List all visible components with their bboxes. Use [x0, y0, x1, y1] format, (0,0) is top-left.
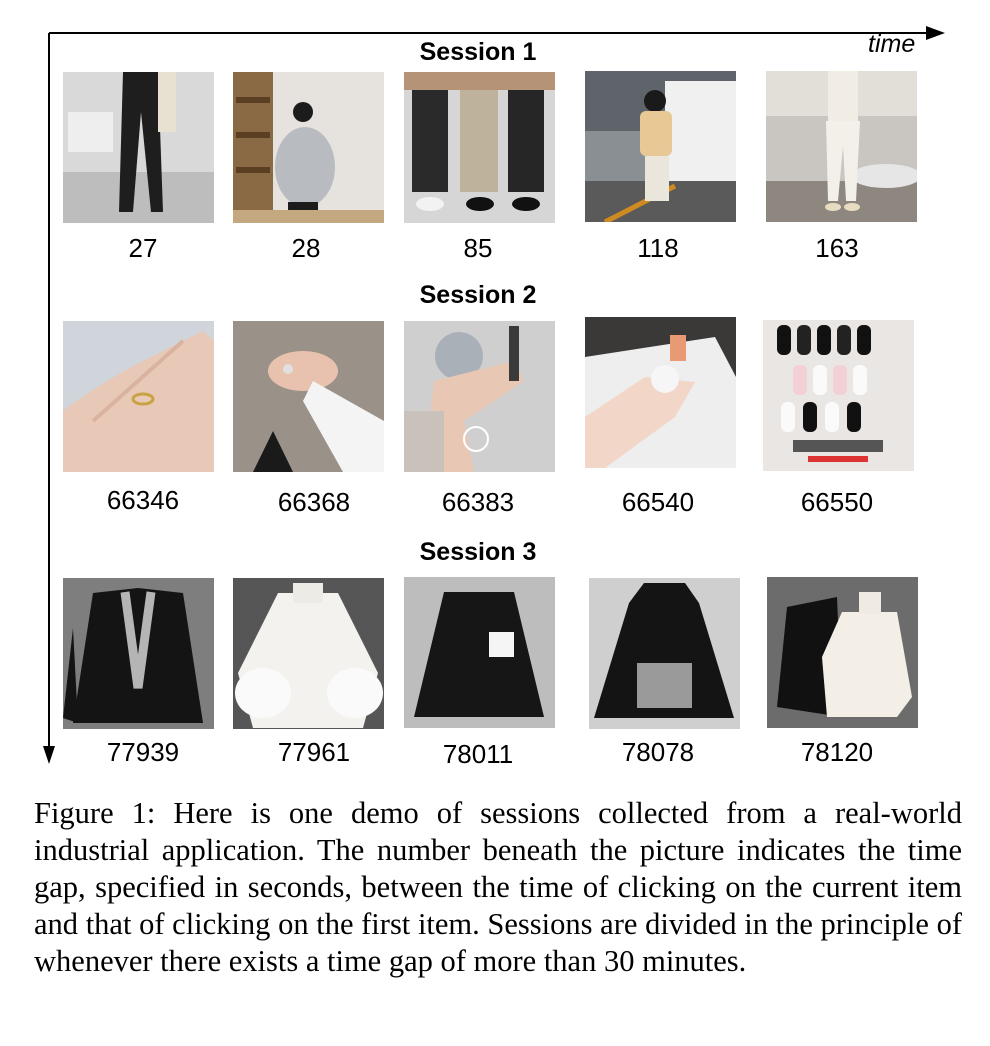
ring-hand-photo[interactable]	[63, 321, 214, 472]
ring-hand-image	[63, 321, 214, 472]
hand-ring-sleeve-photo[interactable]	[233, 321, 384, 472]
white-pants-image	[766, 71, 917, 222]
time-axis-arrowhead	[926, 26, 945, 40]
silver-puffer-jacket-image	[233, 72, 384, 223]
session-1-title: Session 1	[419, 38, 537, 66]
item-gap: 77961	[277, 737, 351, 767]
white-pants-photo[interactable]	[766, 71, 917, 222]
black-hoodie-photo[interactable]	[589, 578, 740, 729]
time-axis-down-arrowhead	[43, 746, 55, 764]
time-axis-label: time	[868, 30, 916, 58]
fur-ring-image	[404, 321, 555, 472]
three-pants-photo[interactable]	[404, 72, 555, 223]
beige-jacket-street-photo[interactable]	[585, 71, 736, 222]
white-fur-sweater-photo[interactable]	[233, 578, 384, 729]
item-gap: 78120	[800, 737, 874, 767]
item-gap: 66550	[800, 487, 874, 517]
hand-ring-sleeve-image	[233, 321, 384, 472]
figure-caption: Figure 1: Here is one demo of sessions collected from a real-world industrial application. The number beneath the picture indicates the time gap, specified in seconds, between the time of clicking on the current item and that of clicking on the first item. Sessions are divided in the principle of whenever there exists a time gap of more than 30 minutes.	[34, 796, 962, 978]
nail-stickers-photo[interactable]	[763, 320, 914, 471]
three-pants-image	[404, 72, 555, 223]
item-gap: 66383	[441, 487, 515, 517]
black-sweater-photo[interactable]	[404, 577, 555, 728]
item-gap: 28	[291, 233, 321, 263]
beige-jacket-street-image	[585, 71, 736, 222]
white-fur-sweater-image	[233, 578, 384, 729]
item-gap: 78078	[621, 737, 695, 767]
wide-leg-trousers-photo[interactable]	[63, 72, 214, 223]
white-jacket-image	[767, 577, 918, 728]
item-gap: 66540	[621, 487, 695, 517]
session-3-title: Session 3	[419, 538, 537, 566]
item-gap: 66368	[277, 487, 351, 517]
black-hoodie-image	[589, 578, 740, 729]
fur-ring-photo[interactable]	[404, 321, 555, 472]
white-jacket-photo[interactable]	[767, 577, 918, 728]
black-sweater-image	[404, 577, 555, 728]
item-gap: 118	[637, 233, 679, 263]
item-gap: 85	[463, 233, 493, 263]
item-gap: 66346	[106, 485, 180, 515]
item-gap: 27	[128, 233, 158, 263]
wide-leg-trousers-image	[63, 72, 214, 223]
black-blazer-image	[63, 578, 214, 729]
perfume-hand-photo[interactable]	[585, 317, 736, 468]
silver-puffer-jacket-photo[interactable]	[233, 72, 384, 223]
session-2-title: Session 2	[419, 281, 537, 309]
item-gap: 163	[815, 233, 859, 263]
item-gap: 77939	[106, 737, 180, 767]
black-blazer-photo[interactable]	[63, 578, 214, 729]
perfume-hand-image	[585, 317, 736, 468]
item-gap: 78011	[442, 739, 514, 769]
nail-stickers-image	[763, 320, 914, 471]
